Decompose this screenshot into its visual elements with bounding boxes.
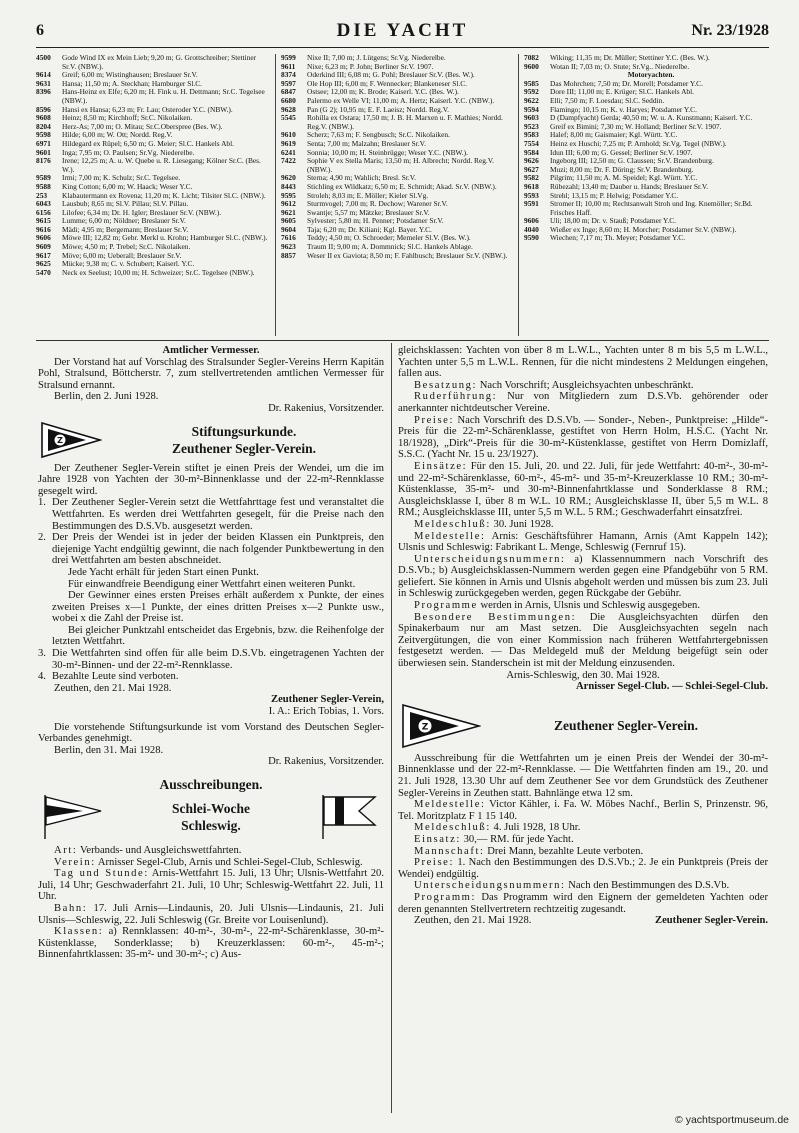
register-number: 9591 [524,199,539,209]
body-column-divider [391,343,392,1113]
field-unterscheidungsnummern: Unterscheidungsnummern: a) Klassennummern nach Vorschrift des D.S.Vb.; b) Ausgleichsklassen-Nummern werden gegen eine Pfandgebühr von 5 RM. geliefert. Sie können in Arnis und Ulsnis abgeholt werden und müssen bis zum 23. Juli in Schleswig zurückgegeben werden, gegen Rückgabe der Gebühr. [398,553,768,600]
register-number: 9588 [36,181,51,191]
stiftung-item-3: 3. Die Wettfahrten sind offen für alle beim D.S.Vb. eingetragenen Yachten der 30-m²-Binnen- und der 22-m²-Rennklasse. [38,648,384,671]
schlei-club-flag-icon [314,793,384,841]
register-number: 9615 [36,216,51,226]
ausschreibungen-heading: Ausschreibungen. [159,777,263,792]
register-text: Strehl; 13,15 m; P. Helwig; Potsdamer Y.C. [550,190,679,200]
approval-text: Die vorstehende Stiftungsurkunde ist vom Vorstand des Deutschen Segler-Verbandes genehmigt. [38,721,384,745]
register-number: 8374 [281,70,296,80]
page-number: 6 [36,22,44,39]
zeuthen-pennant-icon [398,703,484,749]
register-number: 5470 [36,267,51,277]
register-text: Sterna; 4,90 m; Wahlich; Bresl. Sr.V. [307,173,416,183]
zeuthen-intro: Ausschreibung für die Wettfahrten um je einen Preis der Wendei der 30-m²-Binnenklasse und der 22-m²-Rennklasse. — Die Wettfahrten finden am 19., 20. und 21. Juli 1928, 13.30 Uhr auf dem Zeuthener See vor dem Grundstück des Zeuthener Segler-Vereins in Zeuthen statt. Bahnlänge etwa 12 sm. [398,752,768,799]
register-text: Stroleh; 8,03 m; E. Möller; Kieler Sl.Vg. [307,190,429,200]
register-text: Heinz ex Huschi; 7,25 m; P. Arnhold; Sr.Vg. Tegel (NBW.). [550,138,727,148]
field-ruderfuehrung: Ruderführung: Nur von Mitgliedern zum D.S.Vb. gehörender oder anerkannter nichtdeutscher Vereine. [398,391,768,414]
register-text: Hansi ex Hansa; 6,23 m; Fr. Lau; Osteroder Y.C. (NBW.). [62,104,233,114]
field-meldeschluss: Meldeschluß: 30. Juni 1928. [414,518,554,530]
register-text: Ole Hop III; 6,00 m; F. Wennecker; Blankeneser Sl.C. [307,78,468,88]
register-text: Lumme; 6,00 m; Nöldner; Breslauer Sr.V. [62,216,186,226]
zeuthen-programm: Programm: Das Programm wird den Eignern der gemeldeten Yachten oder deren genannten Stellvertretern rechtzeitig zugesandt. [398,891,768,915]
register-text: Pilgrim; 11,50 m; A. M. Speidel; Kgl. Württ. Y.C. [550,173,698,183]
zeuthen-preise: Preise: 1. Nach den Bestimmungen des D.S.Vb.; 2. Je ein Punktpreis (Preis der Wendei) endgültig. [398,857,768,880]
register-number: 8596 [36,104,51,114]
register-number: 9601 [36,147,51,157]
register-entry [36,54,268,71]
arnis-signature: Arnisser Segel-Club. — Schlei-Segel-Club. [576,681,768,693]
field-besondere-bestimmungen: Besondere Bestimmungen: Die Ausgleichsyachten dürfen den Spinakerbaum nur am Mast setzen. Die Ausgleichsyachten segeln nach Zeitvergütungen, die von einer Kommission nach früheren Wettfahrtergebnissen festgesetzt werden. — Das Meldegeld muß der Meldung beigefügt sein oder überwiesen sein. Standerschein ist mit der Meldung einzusenden. [398,611,768,670]
approval-signature: Dr. Rakenius, Vorsitzender. [268,756,384,768]
header-rule [36,47,769,48]
register-number: 6680 [281,95,296,105]
register-number: 4040 [524,224,539,234]
club-pennant-icon [38,421,104,459]
zeuthen-meldeschluss: Meldeschluß: 4. Juli 1928, 18 Uhr. [414,822,581,834]
field-art: Art: Verbands- und Ausgleichswettfahrten. [54,845,242,856]
register-number: 9619 [281,138,296,148]
field-tag-und-stunde: Tag und Stunde: Arnis-Wettfahrt 15. Juli, 13 Uhr; Ulsnis-Wettfahrt 20. Juli, 14 Uhr; Geschwaderfahrt 21. Juli, 10 Uhr; Schleswig-Wettfahrt 22. Juli, 11 Uhr. [38,868,384,903]
issue-number: Nr. 23/1928 [691,22,769,39]
register-number: 7082 [524,53,539,62]
register-text: Weser II ex Gaviota; 8,50 m; F. Fahlbusch; Breslauer Sr.V. (NBW.). [307,250,508,260]
register-text: Lausbub; 8,65 m; Sl.V. Pillau; Sl.V. Pillau. [62,199,189,209]
zeuthen-meldestelle: Meldestelle: Victor Kähler, i. Fa. W. Möbes Nachf., Berlin S, Prinzenstr. 96, Tel. Moritzplatz F 1 15 140. [398,799,768,822]
register-text: Sonnia; 10,00 m; H. Steinbrügge; Weser Y.C. (NBW.). [307,147,468,157]
register-number: 4500 [36,53,51,62]
zeuthen-date: Zeuthen, den 21. Mai 1928. [414,915,532,927]
register-text: Swantje; 5,57 m; Mätzke; Breslauer Sr.V. [307,207,430,217]
register-number: 9622 [524,95,539,105]
register-text: Möwe; 4,50 m; P. Trebel; Sr.C. Nikolaiken. [62,242,191,252]
register-text: Ingeborg III; 12,50 m; G. Claussen; Sr.V. Brandenburg. [550,156,714,166]
register-number: 7554 [524,138,539,148]
field-klassen: Klassen: a) Rennklassen: 40-m²-, 30-m²-, 22-m²-Schärenklasse, 30-m²-Küstenklasse, Sonderklasse; b) Kreuzerklassen: 60-m²-, 45-m²-; Binnenfahrtklassen: 35-m²- und 30-m²-; c) Aus- [38,926,384,961]
register-text: D (Dampfyacht) Gerda; 40,50 m; W. u. A. Kunstmann; Kaiserl. Y.C. [550,113,753,123]
register-text: Irmi; 7,00 m; K. Schulz; Sr.C. Tegelsee. [62,173,181,183]
register-text: Rübezahl; 13,40 m; Dauber u. Hands; Breslauer Sr.V. [550,181,709,191]
register-number: 9585 [524,78,539,88]
register-number: 9597 [281,78,296,88]
arnis-club-flag-icon [38,793,108,841]
register-text: Wotan II; 7,03 m; O. Stute; Sr.Vg.. Niederelbe. [550,61,690,71]
register-number: 9610 [281,130,296,140]
register-number: 8443 [281,181,296,191]
section-rule [36,340,769,341]
svg-text:Z: Z [421,722,429,733]
register-text: Elli; 7,50 m; F. Loesdau; Sl.C. Seddin. [550,95,665,105]
register-number: 7616 [281,233,296,243]
register-text: Sylvester; 5,80 m; H. Penner; Potsdamer Sr.V. [307,216,444,226]
register-number: 9618 [524,181,539,191]
register-number: 9628 [281,104,296,114]
register-number: 7422 [281,156,296,166]
motor-heading: Motoryachten. [627,70,675,80]
register-text: Nixe II; 7,00 m; J. Lütgens; Sr.Vg. Niederelbe. [307,53,446,62]
register-number: 6043 [36,199,51,209]
register-text: Wiechen; 7,17 m; Th. Meyer; Potsdamer Y.C. [550,233,686,243]
register-number: 9611 [281,61,296,71]
stiftung-items [38,497,384,567]
register-number: 8204 [36,121,51,131]
register-number: 9603 [524,113,539,123]
arnis-date: Arnis-Schleswig, den 30. Mai 1928. [506,669,660,681]
register-text: Mädi; 4,95 m; Bergemann; Breslauer Sr.V. [62,224,189,234]
register-number: 9620 [281,173,296,183]
approval-date: Berlin, den 31. Mai 1928. [54,744,164,756]
field-einsaetze: Einsätze: Für den 15. Juli, 20. und 22. Juli, für jede Wettfahrt: 40-m²-, 30-m²- und 22-m²-Schärenklasse, 60-m²-, 45-m²- und 35-m²-Kreuzerklasse 10 RM.; 30-m²-Küstenklasse, 35-m²- und 30-m²-Binnenfahrtklasse und Sonderklasse 8 RM.; Ausgleichsklasse I, über 8 m W.L. 10 RM.; Ausgleichsklasse II, über 5,5 m W.L. 8 RM.; Ausgleichsklasse III, unter 5,5 m W.L. 5 RM.; Geschwaderfahrt einsatzfrei. [398,460,768,519]
field-besatzung: Besatzung: Nach Vorschrift; Ausgleichsyachten unbeschränkt. [414,379,694,391]
zeuthen-mannschaft: Mannschaft: Drei Mann, bezahlte Leute verboten. [414,845,644,857]
register-number: 9609 [36,242,51,252]
register-column-3 [524,54,768,243]
register-text: Gode Wind IX ex Mein Lieb; 9,20 m; G. Grottschreiber; Stettiner Sr.V. (NBW.). [62,53,257,71]
register-text: Irene; 12,25 m; A. u. W. Quebe u. R. Liesegang; Kölner Sr.C. (Bes. W.). [62,156,261,174]
register-text: Taja; 6,20 m; Dr. Kiliani; Kgl. Bayer. Y.C. [307,224,432,234]
stiftung-club: Zeuthener Segler-Verein. [172,440,316,456]
register-number: 9594 [524,104,539,114]
field-meldestelle: Meldestelle: Arnis: Geschäftsführer Hamann, Arnis (Amt Kappeln 142); Ulsnis und Schleswig: Fabrikant L. Menge, Schleswig (Fernruf 15). [398,530,768,554]
register-text: Palermo ex Welle VI; 11,00 m; A. Hertz; Kaiserl. Y.C. (NBW.). [307,95,495,105]
register-text: Möwe III; 12,82 m; Gebr. Merkl u. Krohn; Hamburger Sl.C. (NBW.). [62,233,268,243]
register-number: 253 [36,190,48,200]
vermesser-text: Der Vorstand hat auf Vorschlag des Stralsunder Segler-Vereins Herrn Kapitän Pohl, Stralsund, Böttcherstr. 7, zum stellvertretenden amtlichen Vermesser für Stralsund ernannt. [38,356,384,391]
register-number: 8396 [36,87,51,97]
column-divider [275,54,276,336]
register-text: Nixe; 6,23 m; P. John; Berliner Sr.V. 1907. [307,61,434,71]
zeuthen-einsatz: Einsatz: 30,— RM. für jede Yacht. [414,833,574,845]
stiftung-signature-club: Zeuthener Segler-Verein, [271,694,384,706]
register-text: King Cotton; 6,00 m; W. Haack; Weser Y.C. [62,181,193,191]
register-number: 9605 [281,216,296,226]
register-number: 9623 [281,242,296,252]
vermesser-signature: Dr. Rakenius, Vorsitzender. [268,402,384,414]
register-number: 8176 [36,156,51,166]
register-number: 9589 [36,173,51,183]
register-entry [524,234,768,243]
register-text: Wießer ex Inge; 8,60 m; H. Morcher; Potsdamer Sr.V. (NBW.). [550,224,737,234]
register-text: Traum II; 9,00 m; A. Dommnick; Sl.C. Hankels Ablage. [307,242,473,252]
register-number: 9614 [36,70,51,80]
register-number: 9612 [281,199,296,209]
register-text: Hilde; 6,00 m; W. Ott; Nordd. Reg.V. [62,130,173,140]
register-number: 9604 [281,224,296,234]
register-text: Greif; 6,00 m; Wistinghausen; Breslauer Sr.V. [62,70,198,80]
stiftung-signature-person: I. A.: Erich Tobias, 1. Vors. [268,706,384,718]
register-number: 5545 [281,113,296,123]
register-text: Heinz; 8,50 m; Kirchhoff; Sr.C. Nikolaiken. [62,113,193,123]
register-number: 6156 [36,207,51,217]
register-text: Ostsee; 12,00 m; K. Brode; Kaiserl. Y.C. (Bes. W.). [307,87,459,97]
register-text: Stromer II; 10,00 m; Rechtsanwalt Stroh und Ing. Knemöller; Sr.Bd. Frisches Haff. [550,199,753,217]
register-entry [36,157,268,174]
points-rule-4: Bei gleicher Punktzahl entscheidet das Ergebnis, bzw. die Reihenfolge der letzten Wettfahrt. [52,624,384,648]
register-text: Das Mohrchen; 7,50 m; Dr. Morell; Potsdamer Y.C. [550,78,703,88]
register-text: Herz-As; 7,00 m; O. Mitau; Sr.C.Oberspree (Bes. W.). [62,121,223,131]
register-text: Pan (G 2); 10,95 m; E. F. Laeisz; Nordd. Reg.V. [307,104,449,114]
points-rule-3: Der Gewinner eines ersten Preises erhält außerdem x Punkte, der eines zweiten Preises x—1 Punkte, der eines dritten Preises x—2 Punkte usw., wobei x die Zahl der Preise ist. [52,590,384,625]
register-text: Rohilla ex Ostara; 17,50 m; J. B. H. Marxen u. F. Mathies; Nordd. Reg.V. (NBW.). [307,113,503,131]
register-text: Hansa; 11,50 m; A. Steckhan; Hamburger Sl.C. [62,78,202,88]
klassen-continued: gleichsklassen: Yachten von über 8 m L.W.L., Yachten unter 8 m bis 5,5 m L.W.L., Yachten unter 5,5 m L.W.L. Rennen, für die nicht mindestens 2 Meldungen eingehen, fallen aus. [398,345,768,380]
register-text: Greif ex Bimini; 7,30 m; W. Holland; Berliner Sr.V. 1907. [550,121,722,131]
zeuthen-unterscheidungsnummern: Unterscheidungsnummern: Nach den Bestimmungen des D.S.Vb. [414,880,730,892]
register-text: Stichling ex Wildkatz; 6,50 m; E. Schmidt; Akad. Sr.V. (NBW.). [307,181,497,191]
register-text: Möve; 6,00 m; Ueberall; Breslauer Sr.V. [62,250,182,260]
register-text: Inga; 7,95 m; O. Paulsen; Sr.Vg. Niederelbe. [62,147,195,157]
field-programme: Programme werden in Arnis, Ulsnis und Schleswig ausgegeben. [414,600,700,612]
register-number: 9598 [36,130,51,140]
schleswig-title: Schleswig. [181,818,241,833]
register-number: 6971 [36,138,51,148]
register-number: 9606 [36,233,51,243]
register-text: Senta; 7,00 m; Malzahn; Breslauer Sr.V. [307,138,426,148]
register-number: 9582 [524,173,539,183]
register-number: 9617 [36,250,51,260]
register-number: 9631 [36,78,51,88]
register-number: 8857 [281,250,296,260]
register-text: Klabautermann ex Rovena; 11,20 m; K. Licht; Tilsiter Sl.C. (NBW.). [62,190,266,200]
register-text: Scherz; 7,63 m; F. Sengbusch; Sr.C. Nikolaiken. [307,130,450,140]
left-article-column [38,345,384,961]
register-number: 9627 [524,164,539,174]
register-number: 9621 [281,207,296,217]
register-text: Wiking; 11,35 m; Dr. Müller; Stettiner Y.C. (Bes. W.). [550,53,710,62]
register-text: Teddy; 4,50 m; O. Schroeder; Memeler Sl.V. (Bes. W.). [307,233,471,243]
vermesser-date: Berlin, den 2. Juni 1928. [54,391,159,403]
vermesser-heading: Amtlicher Vermesser. [162,345,260,356]
field-bahn: Bahn: 17. Juli Arnis—Lindaunis, 20. Juli Ulsnis—Lindaunis, 21. Juli Ulsnis—Schleswig, 22. Juli Schleswig (Gr. Breite vor Louisenlund). [38,902,384,926]
zeuthen-footer [398,915,768,927]
register-number: 9583 [524,130,539,140]
register-text: Dore III; 11,00 m; E. Krüger; Sl.C. Hankels Abl. [550,87,695,97]
schlei-woche-title: Schlei-Woche [172,801,250,816]
register-text: Hildegard ex Rüpel; 6,50 m; G. Meier; Sl.C. Hankels Abl. [62,138,235,148]
register-number: 9626 [524,156,539,166]
register-text: Sophie V ex Stella Maris; 13,50 m; H. Albrecht; Nordd. Reg.V. (NBW.). [307,156,495,174]
register-text: Muzi; 8,00 m; Dr. F. Döring; Sr.V. Brandenburg. [550,164,694,174]
register-entry [36,88,268,105]
register-number: 9523 [524,121,539,131]
stiftung-item-2: 2. Der Preis der Wendei ist in jeder der beiden Klassen ein Punktpreis, den diejenige Yacht endgültig gewinnt, die nach folgender Punktbewertung in den drei Wettfahrten am besten abschneidet. [38,532,384,567]
field-preise: Preise: Nach Vorschrift des D.S.Vb. — Sonder-, Neben-, Punktpreise: „Hilde“-Preis für die 22-m²-Schärenklasse, gestiftet von Herrn Holm, H.S.C. (Yacht Nr. 18/1928), „Dirk“-Preis für die 30-m²-Küstenklasse, gestiftet von Herrn Domizlaff, S.S.C. (Yacht Nr. 15 u. 23/1927). [398,414,769,461]
register-column-1 [36,54,268,277]
stiftung-item-4: 4. Bezahlte Leute sind verboten. [38,671,179,683]
register-text: Oderkind III; 6,08 m; G. Pohl; Breslauer Sr.V. (Bes. W.). [307,70,475,80]
field-verein: Verein: Arnisser Segel-Club, Arnis und Schlei-Segel-Club, Schleswig. [54,856,363,868]
register-entry [281,252,513,261]
register-number: 9595 [281,190,296,200]
register-text: Uli; 18,00 m; Dr. v. Stauß; Potsdamer Y.C. [550,216,676,226]
register-column-2 [281,54,513,260]
register-number: 9608 [36,113,51,123]
zeuthen-signature: Zeuthener Segler-Verein. [655,915,768,927]
register-text: Halef; 8,00 m; Gaismaier; Kgl. Württ. Y.C. [550,130,678,140]
right-article-column [398,345,768,927]
register-number: 6847 [281,87,296,97]
register-text: Idun III; 6,00 m; G. Gessel; Berliner Sr.V. 1907. [550,147,693,157]
register-entry [524,200,768,217]
register-entry [281,157,513,174]
register-number: 9592 [524,87,539,97]
stiftung-heading-block [38,421,384,459]
register-number: 9590 [524,233,539,243]
stiftung-item-1: 1. Der Zeuthener Segler-Verein setzt die Wettfahrttage fest und veranstaltet die Wettfahrten. Es werden drei Wettfahrten gesegelt, für die Preise nach den Bestimmungen des D.S.Vb. ausgesetzt werden. [38,497,384,532]
register-number: 9606 [524,216,539,226]
schlei-heading-block [38,793,384,841]
register-text: Hans-Heinz ex Elfe; 6,20 m; H. Fink u. H. Dettmann; Sr.C. Tegelsee (NBW.). [62,87,265,105]
register-text: Flamingo; 10,15 m; K. v. Haryes; Potsdamer Y.C. [550,104,697,114]
register-text: Lilofee; 6,34 m; Dr. H. Igler; Breslauer Sr.V. (NBW.). [62,207,222,217]
zeuthen-heading: Zeuthener Segler-Verein. [554,718,698,734]
points-rule-2: Für einwandfreie Beendigung einer Wettfahrt einen weiteren Punkt. [68,578,356,590]
journal-title: DIE YACHT [336,20,469,41]
register-number: 9600 [524,61,539,71]
register-text: Sturmvogel; 7,00 m; R. Dechow; Warener Sr.V. [307,199,448,209]
stiftung-date: Zeuthen, den 21. Mai 1928. [54,682,172,694]
svg-text:Z: Z [57,435,63,445]
column-divider [518,54,519,336]
register-text: Mücke; 9,38 m; C. v. Schubert; Kaiserl. Y.C. [62,259,195,269]
register-number: 9593 [524,190,539,200]
stiftung-intro: Der Zeuthener Segler-Verein stiftet je einen Preis der Wendei, um die im Jahre 1928 von Yachten der 30-m²-Binnenklasse und der 22-m²-Rennklasse gesegelt wird. [38,462,384,497]
register-number: 9599 [281,53,296,62]
register-entry [36,269,268,278]
stiftung-heading: Stiftungsurkunde. [191,423,297,439]
register-number: 9584 [524,147,539,157]
register-number: 9625 [36,259,51,269]
points-rule-1: Jede Yacht erhält für jeden Start einen Punkt. [68,566,259,578]
copyright-watermark: © yachtsportmuseum.de [675,1114,789,1126]
page-header [36,22,769,44]
register-text: Neck ex Seelust; 10,00 m; H. Schweizer; Sr.C. Tegelsee (NBW.). [62,267,255,277]
register-number: 9616 [36,224,51,234]
register-number: 6241 [281,147,296,157]
zeuthen-heading-block [398,703,768,749]
register-entry [281,114,513,131]
